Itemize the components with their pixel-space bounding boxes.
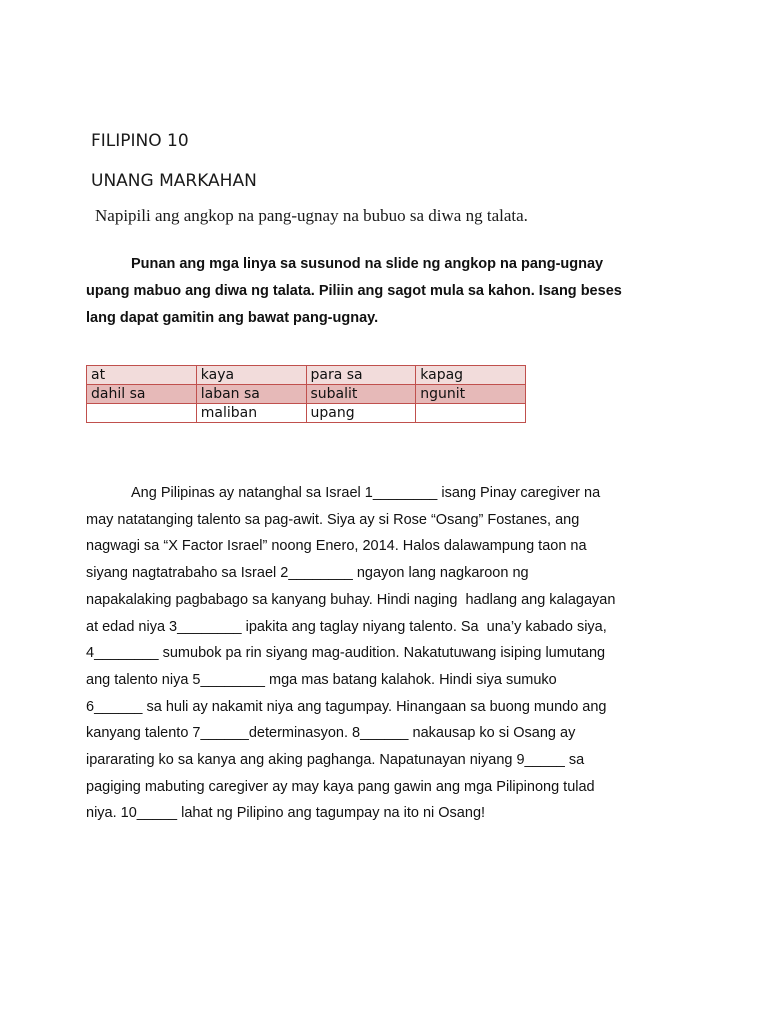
learning-competency: Napipili ang angkop na pang-ugnay na bubuo sa diwa ng talata. — [95, 206, 528, 225]
passage-line: Ang Pilipinas ay natanghal sa Israel 1________ isang Pinay caregiver na — [131, 485, 601, 501]
instructions-paragraph — [86, 251, 646, 332]
table-cell: dahil sa — [87, 385, 197, 404]
instructions-line: beses lang dapat gamitin ang bawat pang-ugnay. — [86, 283, 622, 326]
table-cell — [416, 404, 526, 423]
table-cell: kaya — [196, 366, 306, 385]
passage-line: 4________ sumubok pa rin siyang mag-audition. Nakatutuwang isiping lumutang — [86, 645, 606, 662]
passage-line: siyang nagtatrabaho sa Israel 2________ ngayon lang nagkaroon ng — [86, 565, 529, 582]
table-cell: at — [87, 366, 197, 385]
table-cell: kapag — [416, 366, 526, 385]
connectives-choice-table — [86, 365, 526, 423]
quarter-title: UNANG MARKAHAN — [91, 171, 257, 191]
passage-line: ipararating ko sa kanya ang aking paghanga. Napatunayan niyang 9_____ sa — [86, 752, 585, 769]
table-cell — [87, 404, 197, 423]
instructions-line: upang mabuo ang diwa ng talata. Piliin ang sagot mula sa kahon. Isang — [86, 283, 577, 299]
passage-line: niya. 10_____ lahat ng Pilipino ang tagumpay na ito ni Osang! — [86, 805, 486, 822]
passage-line: at edad niya 3________ ipakita ang taglay niyang talento. Sa una’y kabado siya, — [86, 618, 607, 635]
passage-line: kanyang talento 7______determinasyon. 8______ nakausap ko si Osang ay — [86, 725, 576, 742]
table-row — [87, 366, 526, 385]
table-cell: laban sa — [196, 385, 306, 404]
passage-line: ang talento niya 5________ mga mas batang kalahok. Hindi siya sumuko — [86, 671, 557, 688]
passage-line: napakalaking pagbabago sa kanyang buhay. Hindi naging hadlang ang kalagayan — [86, 591, 616, 608]
table-cell: para sa — [306, 366, 416, 385]
passage-line: nagwagi sa “X Factor Israel” noong Enero, 2014. Halos dalawampung taon na — [86, 538, 587, 555]
table-cell: maliban — [196, 404, 306, 423]
passage-line: pagiging mabuting caregiver ay may kaya pang gawin ang mga Pilipinong tulad — [86, 778, 595, 795]
table-cell: subalit — [306, 385, 416, 404]
passage-line: 6______ sa huli ay nakamit niya ang tagumpay. Hinangaan sa buong mundo ang — [86, 698, 607, 715]
instructions-line: Punan ang mga linya sa susunod na slide ng angkop na pang-ugnay — [131, 256, 604, 272]
subject-title: FILIPINO 10 — [91, 131, 189, 151]
table-row — [87, 385, 526, 404]
table-cell: ngunit — [416, 385, 526, 404]
passage-line: may natatanging talento sa pag-awit. Siya ay si Rose “Osang” Fostanes, ang — [86, 511, 580, 528]
passage-paragraph — [86, 480, 646, 827]
table-row — [87, 404, 526, 423]
table-cell: upang — [306, 404, 416, 423]
